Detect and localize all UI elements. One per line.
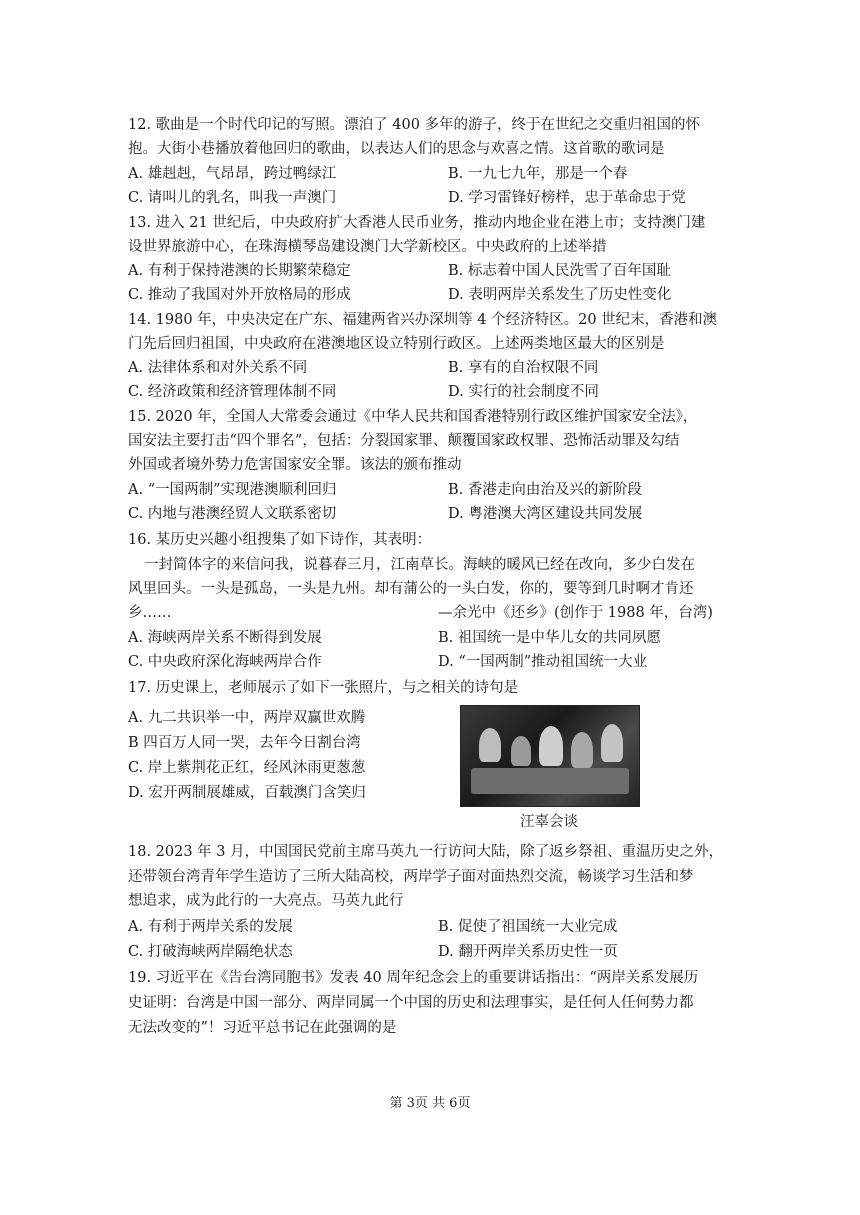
q14-option-d: D. 实行的社会制度不同 [448,384,599,400]
q18-option-d: D. 翻开两岸关系历史性一页 [438,944,618,960]
q14-option-b: B. 享有的自治权限不同 [448,360,599,376]
q19-stem-line3: 无法改变的”！习近平总书记在此强调的是 [128,1020,397,1036]
page-number-footer: 第 3页 共 6页 [389,1096,471,1111]
q15-stem-line2: 国安法主要打击“四个罪名”，包括：分裂国家罪、颠覆国家政权罪、恐怖活动罪及勾结 [128,433,680,449]
meeting-photo [460,705,640,807]
q19-stem-line1: 19. 习近平在《告台湾同胞书》发表 40 周年纪念会上的重要讲话指出：“两岸关系发展历 [128,970,699,986]
q13-stem-line1: 13. 进入 21 世纪后，中央政府扩大香港人民币业务，推动内地企业在港上市；支持澳门建 [128,215,706,231]
q15-option-d: D. 粤港澳大湾区建设共同发展 [448,506,643,522]
q12-option-d: D. 学习雷锋好榜样，忠于革命忠于党 [448,190,686,206]
q16-stem-line1: 16. 某历史兴趣小组搜集了如下诗作，其表明： [128,532,432,548]
photo-caption: 汪辜会谈 [520,814,578,830]
q16-option-d: D. “一国两制”推动祖国统一大业 [438,654,648,670]
q18-stem-line1: 18. 2023 年 3 月，中国国民党前主席马英九一行访问大陆，除了返乡祭祖、重温历史之外， [128,844,724,860]
q14-option-c: C. 经济政策和经济管理体制不同 [128,384,337,400]
q15-option-c: C. 内地与港澳经贸人文联系密切 [128,506,337,522]
q17-option-d: D. 宏开两制展雄威，百载澳门含笑归 [128,785,366,801]
q17-option-a: A. 九二共识举一中，两岸双赢世欢腾 [128,710,366,726]
q15-option-b: B. 香港走向由治及兴的新阶段 [448,482,642,498]
q14-stem-line1: 14. 1980 年，中央决定在广东、福建两省兴办深圳等 4 个经济特区。20 世纪末，香港和澳 [128,312,718,328]
q17-option-b: B 四百万人同一哭，去年今日割台湾 [128,735,361,751]
q13-option-a: A. 有利于保持港澳的长期繁荣稳定 [128,263,351,279]
q16-option-b: B. 祖国统一是中华儿女的共同夙愿 [438,630,661,646]
q13-option-c: C. 推动了我国对外开放格局的形成 [128,287,351,303]
q18-option-a: A. 有利于两岸关系的发展 [128,919,293,935]
q15-stem-line3: 外国或者境外势力危害国家安全罪。该法的颁布推动 [128,457,462,473]
q18-stem-line3: 想追求，成为此行的一大亮点。马英九此行 [128,893,404,909]
q16-poem-source: —余光中《还乡》(创作于 1988 年，台湾) [438,605,713,621]
q17-stem-line1: 17. 历史课上，老师展示了如下一张照片，与之相关的诗句是 [128,680,519,696]
q15-stem-line1: 15. 2020 年，全国人大常委会通过《中华人民共和国香港特别行政区维护国家安全法》， [128,409,698,425]
q18-option-b: B. 促使了祖国统一大业完成 [438,919,618,935]
q17-option-c: C. 岸上紫荆花正红，经风沐雨更葱葱 [128,760,366,776]
q19-stem-line2: 史证明：台湾是中国一部分、两岸同属一个中国的历史和法理事实，是任何人任何势力都 [128,995,694,1011]
q14-stem-line2: 门先后回归祖国，中央政府在港澳地区设立特别行政区。上述两类地区最大的区别是 [128,336,665,352]
q18-stem-line2: 还带领台湾青年学生造访了三所大陆高校，两岸学子面对面热烈交流，畅谈学习生活和梦 [128,869,694,885]
q14-option-a: A. 法律体系和对外关系不同 [128,360,308,376]
q16-option-c: C. 中央政府深化海峡两岸合作 [128,654,322,670]
q16-poem-line2: 风里回头。一头是孤岛，一头是九州。却有蒲公的一头白发，你的，要等到几时啊才肯还 [128,581,694,597]
q13-option-b: B. 标志着中国人民洗雪了百年国耻 [448,263,671,279]
q16-poem-line1: 一封简体字的来信问我，说暮春三月，江南草长。海峡的暖风已经在改向，多少白发在 [144,557,695,573]
q12-stem-line2: 抱。大街小巷播放着他回归的歌曲，以表达人们的思念与欢喜之情。这首歌的歌词是 [128,141,665,157]
q12-option-a: A. 雄赳赳，气昂昂，跨过鸭绿江 [128,166,337,182]
q13-stem-line2: 设世界旅游中心，在珠海横琴岛建设澳门大学新校区。中央政府的上述举措 [128,239,607,255]
q16-option-a: A. 海峡两岸关系不断得到发展 [128,630,322,646]
q16-poem-line3: 乡…… [128,605,172,621]
q12-option-c: C. 请叫儿的乳名，叫我一声澳门 [128,190,337,206]
q15-option-a: A. “一国两制”实现港澳顺利回归 [128,482,337,498]
q18-option-c: C. 打破海峡两岸隔绝状态 [128,944,293,960]
q12-stem-line1: 12. 歌曲是一个时代印记的写照。漂泊了 400 多年的游子，终于在世纪之交重归祖国的怀 [128,117,701,133]
q12-option-b: B. 一九七九年，那是一个春 [448,166,628,182]
q13-option-d: D. 表明两岸关系发生了历史性变化 [448,287,672,303]
